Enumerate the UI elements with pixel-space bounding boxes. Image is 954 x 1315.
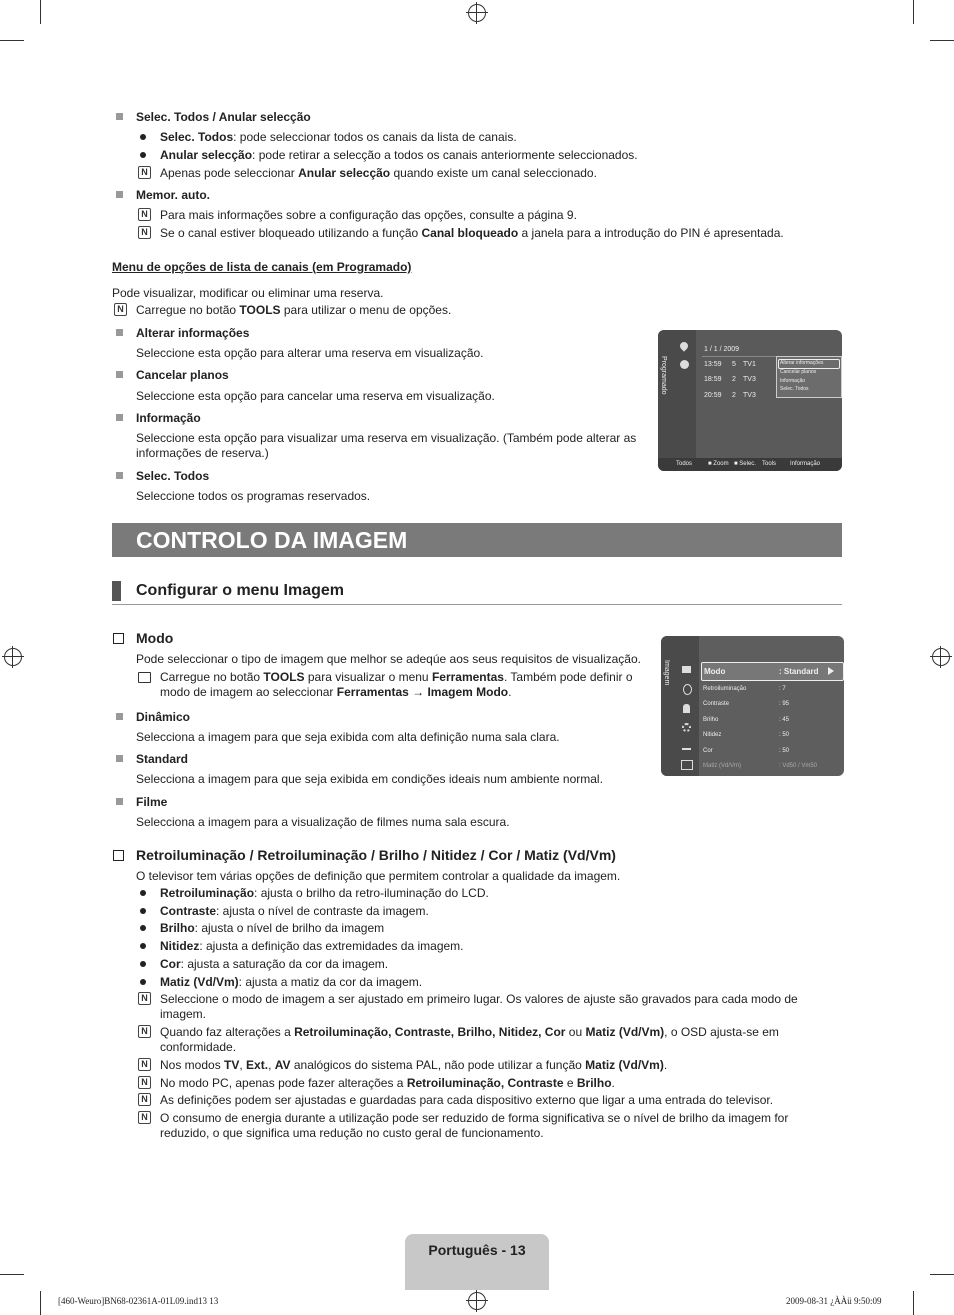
bullet-icon	[140, 979, 146, 985]
osd-row-key[interactable]: Matiz (Vd/Vm)	[703, 763, 742, 769]
desc-text: Seleccione esta opção para cancelar uma reserva em visualização.	[136, 389, 495, 403]
modo-intro: Pode seleccionar o tipo de imagem que melhor se adeqúe aos seus requisitos de visualização.	[136, 652, 641, 666]
osd-row-time: 20:59	[704, 392, 722, 399]
osd-row-key[interactable]: Cor	[703, 748, 713, 754]
heading-alterar: Alterar informações	[136, 326, 250, 340]
desc-text: Selecciona a imagem para que seja exibida em condições ideais num ambiente normal.	[136, 772, 603, 786]
note-text: Seleccione o modo de imagem a ser ajustado em primeiro lugar. Os valores de ajuste são gravados para cada modo de imagem.	[160, 992, 798, 1021]
registration-mark-icon	[468, 1292, 486, 1310]
heading-standard: Standard	[136, 752, 189, 766]
note-text: Para mais informações sobre a configuração das opções, consulte a página 9.	[160, 208, 577, 222]
checkbox-bullet-icon	[113, 633, 124, 644]
crop-mark	[913, 1291, 914, 1315]
square-bullet-icon	[116, 713, 123, 720]
osd-footer-item: Informação	[790, 461, 821, 467]
square-bullet-icon	[116, 329, 123, 336]
bullet-icon	[140, 961, 146, 967]
bullet-icon	[140, 943, 146, 949]
subhead-rule	[112, 604, 842, 605]
intro-text: Pode visualizar, modificar ou eliminar uma reserva.	[112, 286, 384, 300]
channel-icon	[683, 704, 690, 713]
print-timestamp: 2009-08-31 ¿ÀÀü 9:50:09	[786, 1296, 882, 1306]
picture-icon	[682, 666, 691, 673]
osd-row-time: 18:59	[704, 376, 722, 383]
square-bullet-icon	[116, 191, 123, 198]
note-icon: N	[138, 226, 151, 239]
tv-screenshot-programado	[658, 330, 842, 471]
note-text: No modo PC, apenas pode fazer alterações a Retroiluminação, Contraste e Brilho.	[160, 1076, 615, 1090]
note-text: O consumo de energia durante a utilização pode ser reduzido de forma significativa se o nível de brilho da imagem for reduzido, o que significa uma redução no custo geral de funcionamento.	[160, 1111, 789, 1140]
osd-date: 1 / 1 / 2009	[704, 346, 740, 353]
osd-row-time: 13:59	[704, 361, 722, 368]
osd-row-ch: TV3	[743, 392, 756, 399]
print-file-info: [460-Weuro]BN68-02361A-01L09.ind13 13	[58, 1296, 219, 1306]
bullet-icon	[140, 908, 146, 914]
osd-row-value: : Vd50 / Vm50	[779, 763, 818, 769]
osd-row-ch: TV1	[743, 361, 756, 368]
heading-selec-todos: Selec. Todos / Anular selecção	[136, 110, 311, 124]
osd-popup-item[interactable]: Informação	[780, 378, 806, 384]
osd-popup-item[interactable]: Selec. Todos	[780, 386, 809, 392]
square-bullet-icon	[116, 371, 123, 378]
note-text: Quando faz alterações a Retroiluminação, Contraste, Brilho, Nitidez, Cor ou Matiz (Vd/Vm), o OSD ajusta-se em conformidade.	[160, 1025, 779, 1054]
crop-mark	[913, 0, 914, 24]
bullet-text: Contraste: ajusta o nível de contraste da imagem.	[160, 904, 429, 918]
osd-footer-item: ■ Selec.	[734, 461, 756, 467]
tv-screenshot-imagem	[661, 636, 844, 776]
arrow-right-icon	[828, 667, 834, 675]
desc-text: Seleccione todos os programas reservados.	[136, 489, 371, 503]
desc-text: Seleccione esta opção para alterar uma reserva em visualização.	[136, 346, 484, 360]
crop-mark	[0, 1274, 24, 1275]
heading-cancelar: Cancelar planos	[136, 368, 229, 382]
note-icon: N	[114, 303, 127, 316]
section-title: Menu de opções de lista de canais (em Programado)	[112, 260, 412, 274]
note-icon: N	[138, 1058, 151, 1071]
osd-footer-item: Todos	[676, 461, 693, 467]
osd-popup-item[interactable]: Cancelar planos	[780, 369, 817, 375]
crop-mark	[40, 0, 41, 24]
note-icon: N	[138, 992, 151, 1005]
square-bullet-icon	[116, 798, 123, 805]
heading-memor-auto: Memor. auto.	[136, 188, 211, 202]
crop-mark	[40, 1291, 41, 1315]
osd-row-key[interactable]: Modo	[704, 667, 726, 676]
note-text: As definições podem ser ajustadas e guardadas para cada dispositivo externo que ligar a uma entrada do televisor.	[160, 1093, 774, 1107]
tools-note: Carregue no botão TOOLS para visualizar o menu Ferramentas. Também pode definir o modo de imagem ao seleccionar Ferramentas → Imagem Modo.	[160, 670, 633, 699]
square-bullet-icon	[116, 755, 123, 762]
osd-row-key[interactable]: Nitidez	[703, 732, 722, 738]
heading-filme: Filme	[136, 795, 168, 809]
osd-row-num: 2	[732, 392, 736, 399]
osd-footer-item: ■ Zoom	[708, 461, 729, 467]
crop-mark	[930, 1274, 954, 1275]
globe-icon	[680, 360, 689, 369]
osd-row-value: : 7	[779, 686, 786, 692]
osd-row-value: : 50	[779, 732, 790, 738]
heading-informacao: Informação	[136, 411, 201, 425]
osd-popup-item[interactable]: Alterar informações	[780, 360, 824, 366]
osd-row-value: : 45	[779, 717, 790, 723]
bullet-text: Brilho: ajusta o nível de brilho da imagem	[160, 921, 385, 935]
note-icon: N	[138, 1076, 151, 1089]
note-text: Se o canal estiver bloqueado utilizando a função Canal bloqueado a janela para a introdução do PIN é apresentada.	[160, 226, 784, 240]
osd-row-num: 2	[732, 376, 736, 383]
osd-side-label: Imagem	[663, 660, 670, 686]
modo-title: Modo	[136, 630, 174, 646]
registration-mark-icon	[468, 4, 486, 22]
osd-side-label: Programado	[660, 356, 667, 395]
bullet-icon	[140, 925, 146, 931]
osd-row-value: : 95	[779, 701, 790, 707]
osd-row-key[interactable]: Contraste	[703, 701, 730, 707]
note-icon: N	[138, 1111, 151, 1124]
bullet-text: Anular selecção: pode retirar a selecção a todos os canais anteriormente seleccionados.	[160, 148, 638, 162]
registration-mark-icon	[932, 648, 950, 666]
retro-title: Retroiluminação / Retroiluminação / Brilho / Nitidez / Cor / Matiz (Vd/Vm)	[136, 847, 616, 863]
heading-selec-todos-2: Selec. Todos	[136, 469, 210, 483]
bullet-text: Matiz (Vd/Vm): ajusta a matiz da cor da imagem.	[160, 975, 423, 989]
checkbox-bullet-icon	[113, 850, 124, 861]
osd-footer-item: Tools	[762, 461, 777, 467]
note-text: Nos modos TV, Ext., AV analógicos do sistema PAL, não pode utilizar a função Matiz (Vd/Vm).	[160, 1058, 668, 1072]
registration-mark-icon	[4, 648, 22, 666]
osd-sidebar	[661, 636, 699, 776]
subhead-title: Configurar o menu Imagem	[136, 582, 345, 599]
crop-mark	[0, 40, 24, 41]
note-icon: N	[138, 1093, 151, 1106]
crop-mark	[930, 40, 954, 41]
square-bullet-icon	[116, 472, 123, 479]
square-bullet-icon	[116, 414, 123, 421]
note-text: Apenas pode seleccionar Anular selecção quando existe um canal seleccionado.	[160, 166, 597, 180]
note-icon: N	[138, 166, 151, 179]
desc-text: Selecciona a imagem para a visualização de filmes numa sala escura.	[136, 815, 510, 829]
desc-text: Selecciona a imagem para que seja exibida com alta definição numa sala clara.	[136, 730, 560, 744]
heading-dinamico: Dinâmico	[136, 710, 191, 724]
osd-row-num: 5	[732, 361, 736, 368]
chapter-title: CONTROLO DA IMAGEM	[136, 527, 408, 553]
retro-intro: O televisor tem várias opções de definição que permitem controlar a qualidade da imagem.	[136, 869, 621, 883]
osd-row-key[interactable]: Retroiluminação	[703, 686, 747, 692]
note-text: Carregue no botão TOOLS para utilizar o menu de opções.	[136, 303, 452, 317]
bullet-text: Nitidez: ajusta a definição das extremidades da imagem.	[160, 939, 464, 953]
bullet-text: Retroiluminação: ajusta o brilho da retro-iluminação do LCD.	[160, 886, 489, 900]
square-bullet-icon	[116, 113, 123, 120]
sound-icon	[683, 684, 692, 695]
osd-popup-menu[interactable]	[776, 356, 842, 398]
bullet-text: Selec. Todos: pode seleccionar todos os canais da lista de canais.	[160, 130, 517, 144]
note-icon: N	[138, 208, 151, 221]
subhead-marker	[112, 581, 121, 601]
input-icon	[682, 743, 691, 750]
osd-row-key[interactable]: Brilho	[703, 717, 719, 723]
bullet-icon	[140, 890, 146, 896]
bullet-text: Cor: ajusta a saturação da cor da imagem.	[160, 957, 389, 971]
osd-row-ch: TV3	[743, 376, 756, 383]
setup-gear-icon	[682, 723, 691, 732]
bullet-icon	[140, 134, 146, 140]
note-icon: N	[138, 1025, 151, 1038]
tools-icon	[138, 672, 151, 683]
page-number: Português - 13	[428, 1242, 526, 1258]
support-icon	[681, 760, 693, 770]
osd-row-value: : Standard	[779, 667, 819, 676]
desc-text: Seleccione esta opção para visualizar uma reserva em visualização. (Também pode alterar as informações de reserva.)	[136, 431, 637, 460]
osd-row-value: : 50	[779, 748, 790, 754]
bullet-icon	[140, 152, 146, 158]
